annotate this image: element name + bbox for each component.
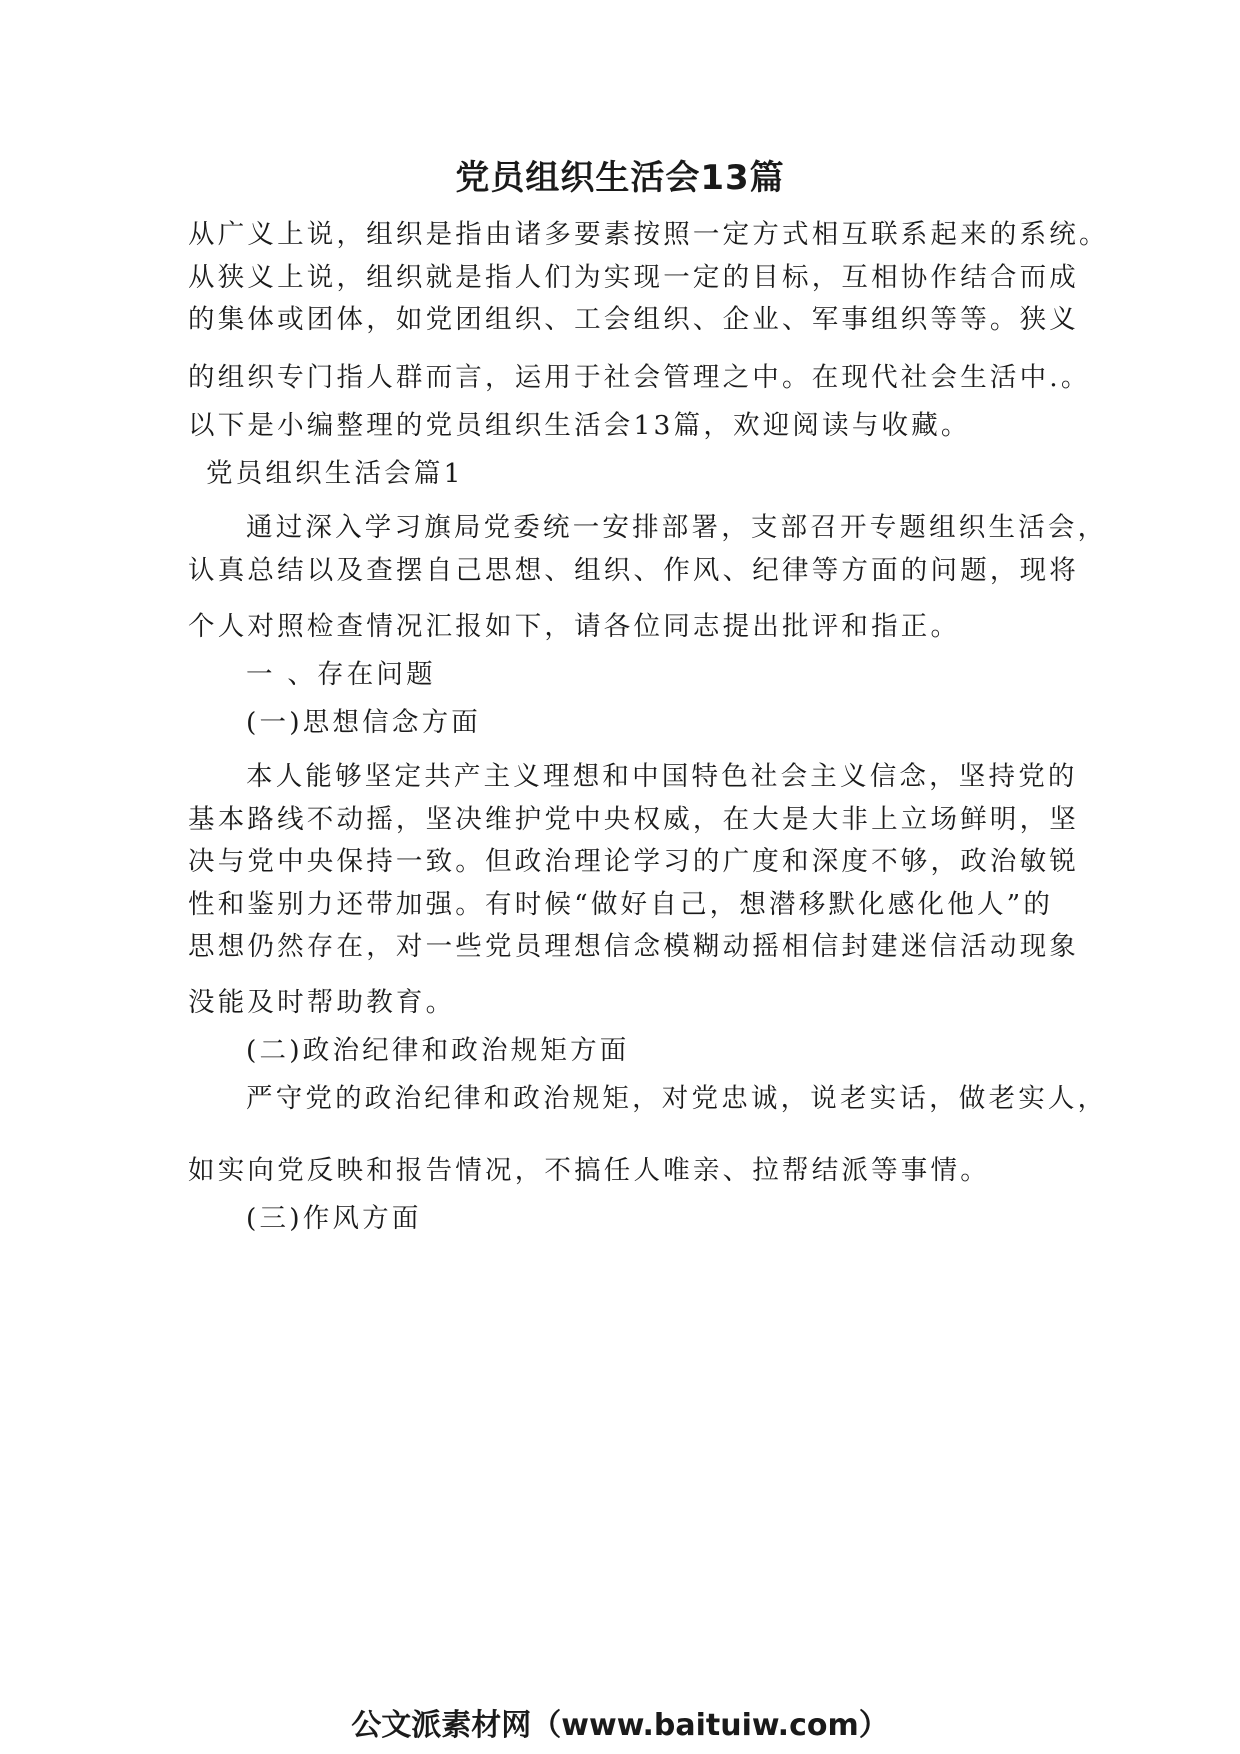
body-line: 思想仍然存在，对一些党员理想信念模糊动摇相信封建迷信活动现象 bbox=[188, 931, 1079, 962]
body-line: 从广义上说，组织是指由诸多要素按照一定方式相互联系起来的系统。 bbox=[188, 219, 1109, 250]
body-line: 通过深入学习旗局党委统一安排部署，支部召开专题组织生活会， bbox=[246, 512, 1108, 543]
body-line: 个人对照检查情况汇报如下，请各位同志提出批评和指正。 bbox=[188, 611, 961, 642]
body-line: 以下是小编整理的党员组织生活会13篇，欢迎阅读与收藏。 bbox=[188, 410, 971, 441]
body-line: 认真总结以及查摆自己思想、组织、作风、纪律等方面的问题，现将 bbox=[188, 555, 1079, 586]
subsection-heading: (三)作风方面 bbox=[246, 1203, 422, 1234]
body-line: 从狭义上说，组织就是指人们为实现一定的目标，互相协作结合而成 bbox=[188, 262, 1079, 293]
body-line: 的组织专门指人群而言，运用于社会管理之中。在现代社会生活中.。 bbox=[188, 362, 1091, 393]
subsection-heading: (二)政治纪律和政治规矩方面 bbox=[246, 1035, 630, 1066]
footer-watermark: 公文派素材网（www.baituiw.com） bbox=[351, 1708, 889, 1743]
body-line: 本人能够坚定共产主义理想和中国特色社会主义信念，坚持党的 bbox=[246, 761, 1078, 792]
body-line: 性和鉴别力还带加强。有时候“做好自己，想潜移默化感化他人”的 bbox=[188, 889, 1054, 920]
subsection-heading: 一 、存在问题 bbox=[246, 659, 436, 690]
subsection-heading: (一)思想信念方面 bbox=[246, 707, 481, 738]
body-line: 的集体或团体，如党团组织、工会组织、企业、军事组织等等。狭义 bbox=[188, 304, 1079, 335]
body-line: 决与党中央保持一致。但政治理论学习的广度和深度不够，政治敏锐 bbox=[188, 846, 1079, 877]
section-heading: 党员组织生活会篇1 bbox=[206, 458, 464, 489]
body-line: 没能及时帮助教育。 bbox=[188, 987, 456, 1018]
body-line: 严守党的政治纪律和政治规矩，对党忠诚，说老实话，做老实人， bbox=[246, 1083, 1108, 1114]
body-line: 如实向党反映和报告情况，不搞任人唯亲、拉帮结派等事情。 bbox=[188, 1155, 990, 1186]
body-line: 基本路线不动摇，坚决维护党中央权威，在大是大非上立场鲜明，坚 bbox=[188, 804, 1079, 835]
document-title: 党员组织生活会13篇 bbox=[455, 158, 785, 198]
